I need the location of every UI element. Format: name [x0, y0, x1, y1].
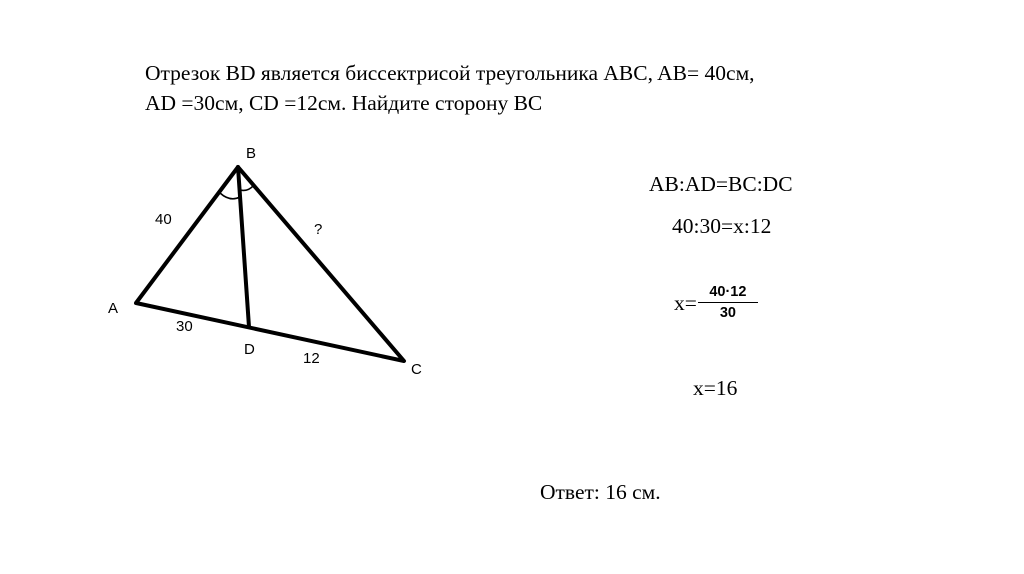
x-equals: x=: [674, 290, 697, 315]
segment-dc-label: 12: [303, 350, 320, 367]
fraction-numerator: 40·12: [709, 284, 747, 300]
result-line: x=16: [693, 376, 738, 400]
fraction-expression: [674, 284, 758, 322]
vertex-d-label: D: [244, 341, 255, 358]
fraction: [698, 284, 758, 322]
vertex-c-label: C: [411, 361, 422, 378]
vertex-b-label: B: [246, 145, 257, 162]
substitution-line: 40:30=x:12: [672, 214, 772, 238]
fraction-bar: [698, 302, 758, 303]
segment-ad-label: 30: [176, 318, 193, 335]
problem-line-2: AD =30см, CD =12см. Найдите сторону BC: [145, 91, 543, 115]
side-ab-label: 40: [155, 211, 172, 228]
angle-arc-abd: [220, 193, 240, 199]
side-bc-label: ?: [314, 221, 323, 238]
vertex-a-label: A: [108, 300, 119, 317]
proportion-line: AB:AD=BC:DC: [649, 172, 793, 196]
answer-line: Ответ: 16 см.: [540, 480, 661, 504]
fraction-denominator: 30: [719, 305, 736, 321]
problem-line-1: Отрезок BD является биссектрисой треугольника ABC, AB= 40см,: [145, 61, 755, 85]
